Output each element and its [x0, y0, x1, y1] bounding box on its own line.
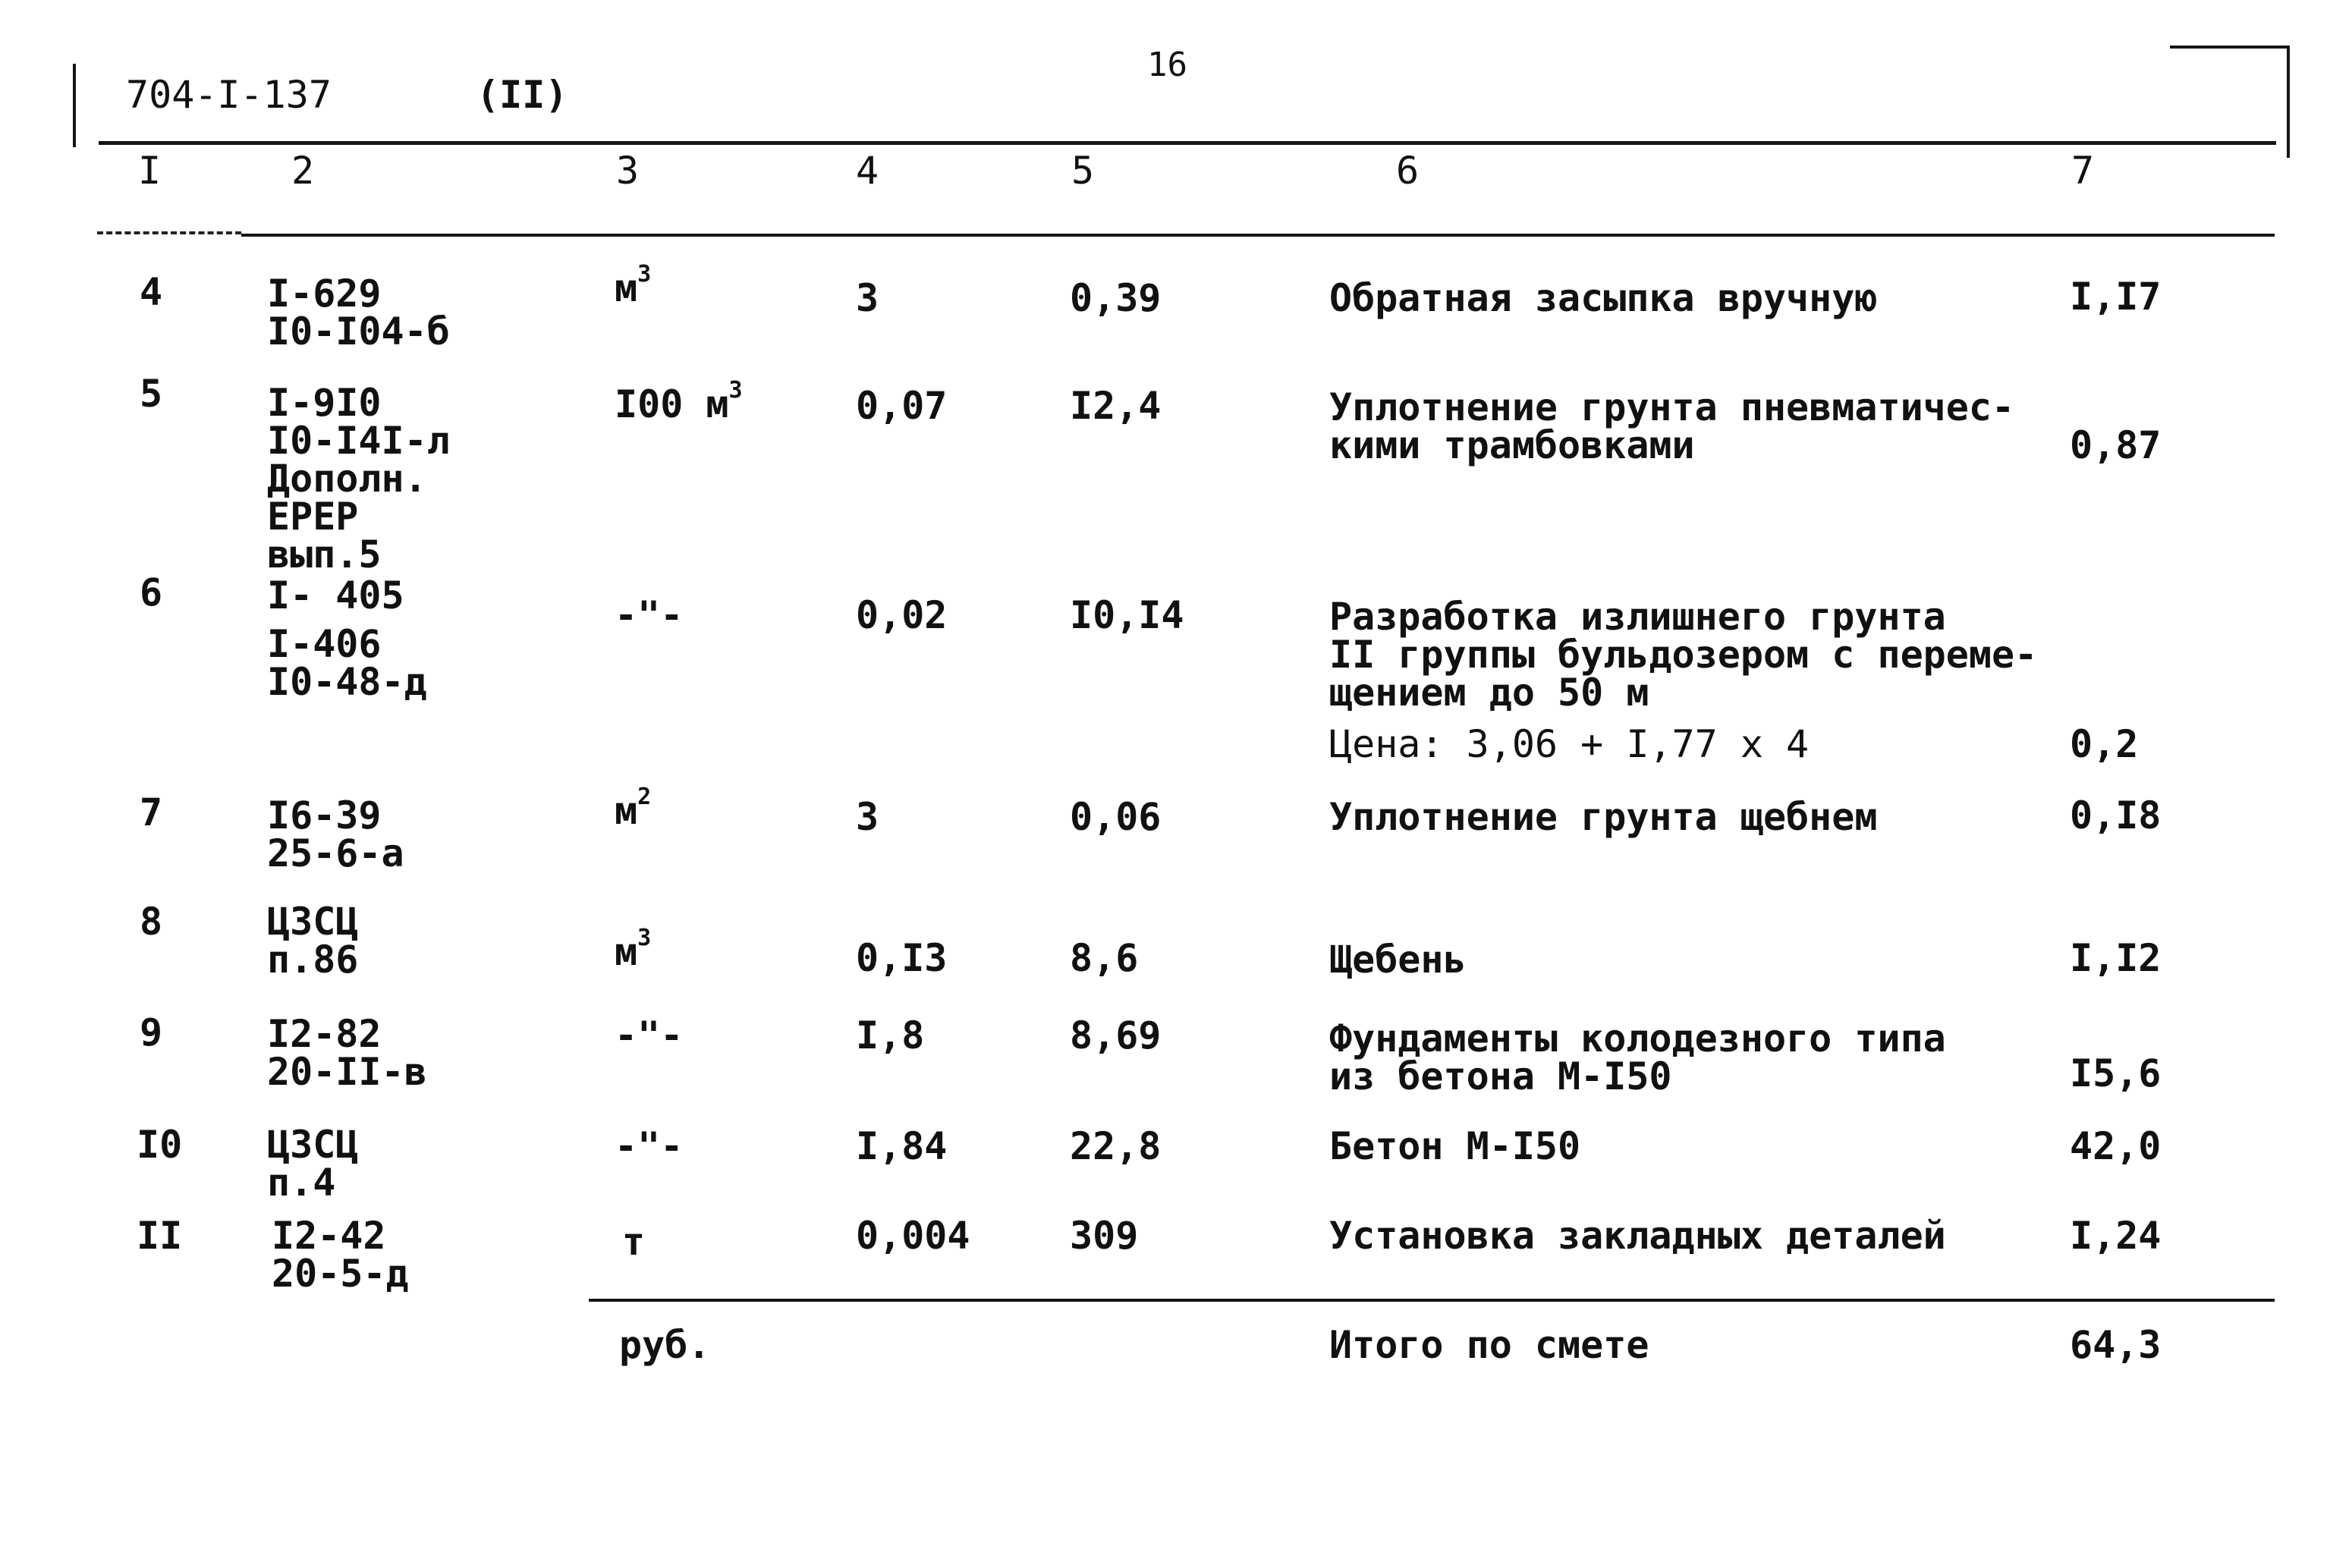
table-row-price: 309 [1070, 1214, 1139, 1258]
table-row-price: 0,06 [1070, 795, 1162, 839]
description-line: из бетона М-I50 [1329, 1054, 1672, 1098]
summary-label: Итого по смете [1329, 1323, 1649, 1367]
unit-exponent: 2 [637, 784, 652, 810]
table-row-qty: 0,004 [856, 1214, 970, 1258]
table-row-qty: 0,02 [856, 593, 948, 637]
table-row-total: I,24 [2070, 1214, 2162, 1258]
description-line: Фундаменты колодезного типа [1329, 1017, 1946, 1061]
table-row-qty: 3 [856, 276, 879, 320]
table-row-unit [615, 784, 652, 833]
table-row-description [1329, 1214, 1946, 1258]
table-row-unit [615, 1124, 684, 1168]
code-line: I-406 [267, 622, 382, 666]
description-line: Разработка излишнего грунта [1329, 595, 1946, 639]
code-line: 20-II-в [267, 1050, 427, 1094]
header-top-rule [99, 141, 2276, 145]
left-margin-line [73, 64, 76, 147]
table-row-num: 4 [140, 270, 163, 314]
unit-text: -"- [615, 1013, 684, 1057]
code-line: 20-5-д [272, 1252, 409, 1296]
code-line: вып.5 [267, 533, 382, 577]
top-right-rule [2170, 46, 2290, 49]
table-row-unit [615, 377, 743, 426]
table-row-num: II [137, 1214, 183, 1258]
code-line: 25-6-а [267, 831, 404, 875]
page-number: 16 [1147, 46, 1187, 84]
column-header-1: I [138, 149, 162, 193]
code-line: I-629 [267, 272, 382, 316]
summary-unit: руб. [619, 1323, 711, 1367]
section-label: (II) [476, 73, 568, 117]
table-row-total: I,I2 [2070, 936, 2162, 980]
header-left-dash [97, 231, 241, 234]
description-line: щением до 50 м [1329, 671, 1649, 715]
description-line: Уплотнение грунта щебнем [1329, 795, 1878, 839]
unit-exponent: 3 [637, 261, 652, 288]
table-row-num: 5 [140, 372, 163, 416]
column-header-3: 3 [616, 149, 640, 193]
code-line: I0-I04-б [267, 310, 450, 354]
unit-exponent: 3 [637, 925, 652, 951]
column-header-4: 4 [856, 149, 879, 193]
column-header-6: 6 [1396, 149, 1420, 193]
unit-text: м [615, 266, 638, 310]
table-row-qty: 0,I3 [856, 936, 948, 980]
table-row-unit [622, 1220, 646, 1264]
code-line: ЕРЕР [267, 495, 359, 539]
table-row-price: 8,6 [1070, 936, 1139, 980]
table-row-unit [615, 1013, 684, 1057]
table-row-qty: I,84 [856, 1124, 948, 1168]
table-row-price: I0,I4 [1070, 593, 1184, 637]
code-line: I2-82 [267, 1012, 382, 1056]
right-frame-line [2287, 46, 2290, 158]
summary-total: 64,3 [2070, 1323, 2162, 1367]
description-line: Бетон М-I50 [1329, 1124, 1581, 1168]
code-line: I-9I0 [267, 381, 382, 425]
unit-text: т [622, 1220, 646, 1264]
unit-text: -"- [615, 593, 684, 637]
table-row-description [1329, 1017, 1946, 1098]
table-row-codes [267, 793, 404, 875]
table-row-description [1329, 938, 1467, 982]
document-code: 704-I-137 [126, 73, 332, 117]
unit-text: м [615, 930, 638, 974]
code-line: ЦЗСЦ [267, 900, 359, 944]
table-row-total: 0,2 [2070, 722, 2139, 766]
table-row-description [1329, 795, 1878, 839]
table-row-qty: 3 [856, 795, 879, 839]
unit-text: м [615, 789, 638, 833]
code-line: I0-48-д [267, 660, 427, 704]
table-row-num: 9 [140, 1010, 163, 1054]
table-row-price: 22,8 [1070, 1124, 1162, 1168]
table-row-num: 6 [140, 570, 163, 614]
table-row-num: I0 [137, 1123, 183, 1167]
table-row-unit [615, 593, 684, 637]
table-row-total: 42,0 [2070, 1124, 2162, 1168]
table-row-unit [615, 925, 652, 974]
table-row-description [1329, 385, 2015, 467]
table-row-total: 0,87 [2070, 423, 2162, 467]
unit-text: -"- [615, 1124, 684, 1168]
description-line: Установка закладных деталей [1329, 1214, 1946, 1258]
code-line: Дополн. [267, 457, 427, 501]
code-line: п.4 [267, 1161, 336, 1205]
code-line: ЦЗСЦ [267, 1123, 359, 1167]
table-row-num: 8 [140, 900, 163, 944]
price-formula: Цена: 3,06 + I,77 x 4 [1329, 722, 1810, 766]
code-line: I- 405 [267, 573, 404, 617]
table-row-total: I5,6 [2070, 1051, 2162, 1095]
table-row-unit [615, 261, 652, 310]
code-line: I2-42 [272, 1214, 386, 1258]
table-row-price: 8,69 [1070, 1013, 1162, 1057]
table-row-codes [267, 381, 450, 577]
description-line: Обратная засыпка вручную [1329, 276, 1878, 320]
table-row-total: 0,I8 [2070, 793, 2162, 837]
table-row-codes [267, 573, 427, 704]
header-bottom-rule [241, 234, 2275, 237]
unit-text: I00 м [615, 382, 729, 426]
table-row-qty: I,8 [856, 1013, 925, 1057]
unit-exponent: 3 [728, 377, 743, 404]
table-row-total: I,I7 [2070, 275, 2162, 319]
table-row-codes [267, 272, 450, 354]
description-line: Щебень [1329, 938, 1467, 982]
description-line: II группы бульдозером с переме- [1329, 633, 2038, 677]
column-header-5: 5 [1071, 149, 1095, 193]
table-row-description [1329, 1124, 1581, 1168]
table-row-price: I2,4 [1070, 384, 1162, 428]
table-row-num: 7 [140, 790, 163, 834]
column-header-2: 2 [291, 149, 315, 193]
table-row-description [1329, 595, 2038, 715]
code-line: I0-I4I-л [267, 419, 450, 463]
code-line: I6-39 [267, 793, 382, 837]
table-row-codes [272, 1214, 409, 1296]
table-row-description [1329, 276, 1878, 320]
table-row-codes [267, 900, 359, 982]
description-line: Уплотнение грунта пневматичес- [1329, 385, 2015, 429]
table-row-qty: 0,07 [856, 384, 948, 428]
table-row-price: 0,39 [1070, 276, 1162, 320]
table-row-codes [267, 1012, 427, 1094]
code-line: п.86 [267, 938, 359, 982]
column-header-7: 7 [2071, 149, 2095, 193]
table-row-codes [267, 1123, 359, 1205]
total-rule [589, 1299, 2275, 1302]
description-line: кими трамбовками [1329, 423, 1695, 467]
